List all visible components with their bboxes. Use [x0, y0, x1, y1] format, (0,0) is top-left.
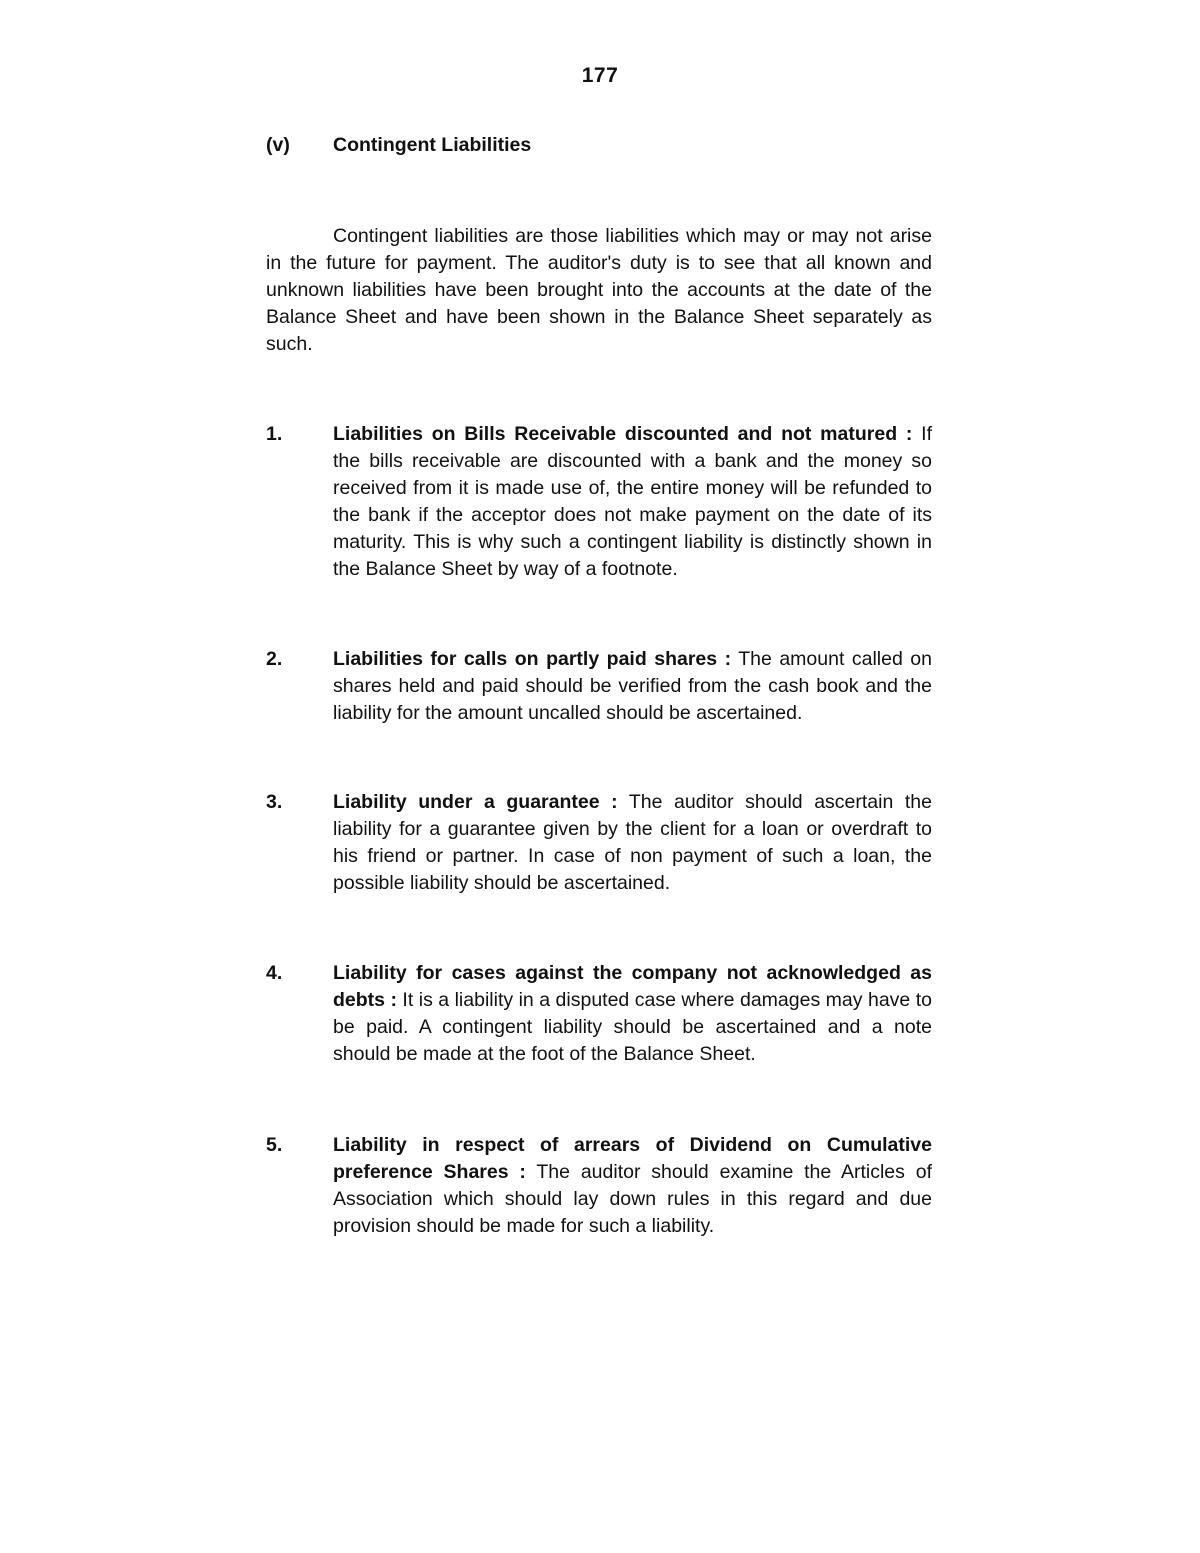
list-item-text: The amount called on shares held and paid should be verified from the cash book and the liability for the amount uncalled should be ascertained. [333, 648, 932, 724]
list-item-number: 4. [266, 962, 283, 984]
list-item-title: Liability in respect of arrears of Dividend on Cumulative preference Shares : [333, 1134, 932, 1183]
list-item [266, 960, 932, 1068]
list-item-title: Liability under a guarantee : [333, 791, 618, 813]
list-item-title: Liabilities on Bills Receivable discounted and not matured : [333, 423, 913, 445]
list-item-text: The auditor should examine the Articles of Association which should lay down rules in this regard and due provision should be made for such a liability. [333, 1161, 933, 1237]
list-item-text: If the bills receivable are discounted with a bank and the money so received from it is made use of, the entire money will be refunded to the bank if the acceptor does not make payment on the date of its maturity. This is why such a contingent liability is distinctly shown in the Balance Sheet by way of a footnote. [333, 423, 932, 580]
page-number: 177 [581, 64, 619, 87]
list-item-number: 3. [266, 791, 283, 813]
list-item-body [333, 646, 932, 727]
list-item [266, 646, 932, 727]
list-item-text: The auditor should ascertain the liability for a guarantee given by the client for a loan or overdraft to his friend or partner. In case of non payment of such a loan, the possible liability should be ascertained. [333, 791, 932, 894]
list-item-title: Liabilities for calls on partly paid shares : [333, 648, 732, 670]
list-item-text: It is a liability in a disputed case where damages may have to be paid. A contingent liability should be ascertained and a note should be made at the foot of the Balance Sheet. [333, 989, 932, 1065]
list-item-number: 1. [266, 423, 283, 445]
list-item-number: 5. [266, 1134, 283, 1156]
section-title: Contingent Liabilities [333, 134, 532, 156]
list-item-title: Liability for cases against the company not acknowledged as debts : [333, 962, 932, 1011]
list-item-body [333, 960, 932, 1068]
list-item-number: 2. [266, 648, 283, 670]
list-item [266, 1132, 932, 1240]
section-number: (v) [266, 134, 290, 156]
list-item [266, 789, 932, 897]
intro-paragraph: Contingent liabilities are those liabilities which may or may not arise in the future for payment. The auditor's duty is to see that all known and unknown liabilities have been brought into the accounts at the date of the Balance Sheet and have been shown in the Balance Sheet separately as such. [266, 225, 932, 355]
list-item-body [333, 1132, 932, 1240]
list-item-body [333, 789, 932, 897]
list-item [266, 421, 932, 583]
list-item-body [333, 421, 932, 583]
section-heading [266, 134, 531, 157]
